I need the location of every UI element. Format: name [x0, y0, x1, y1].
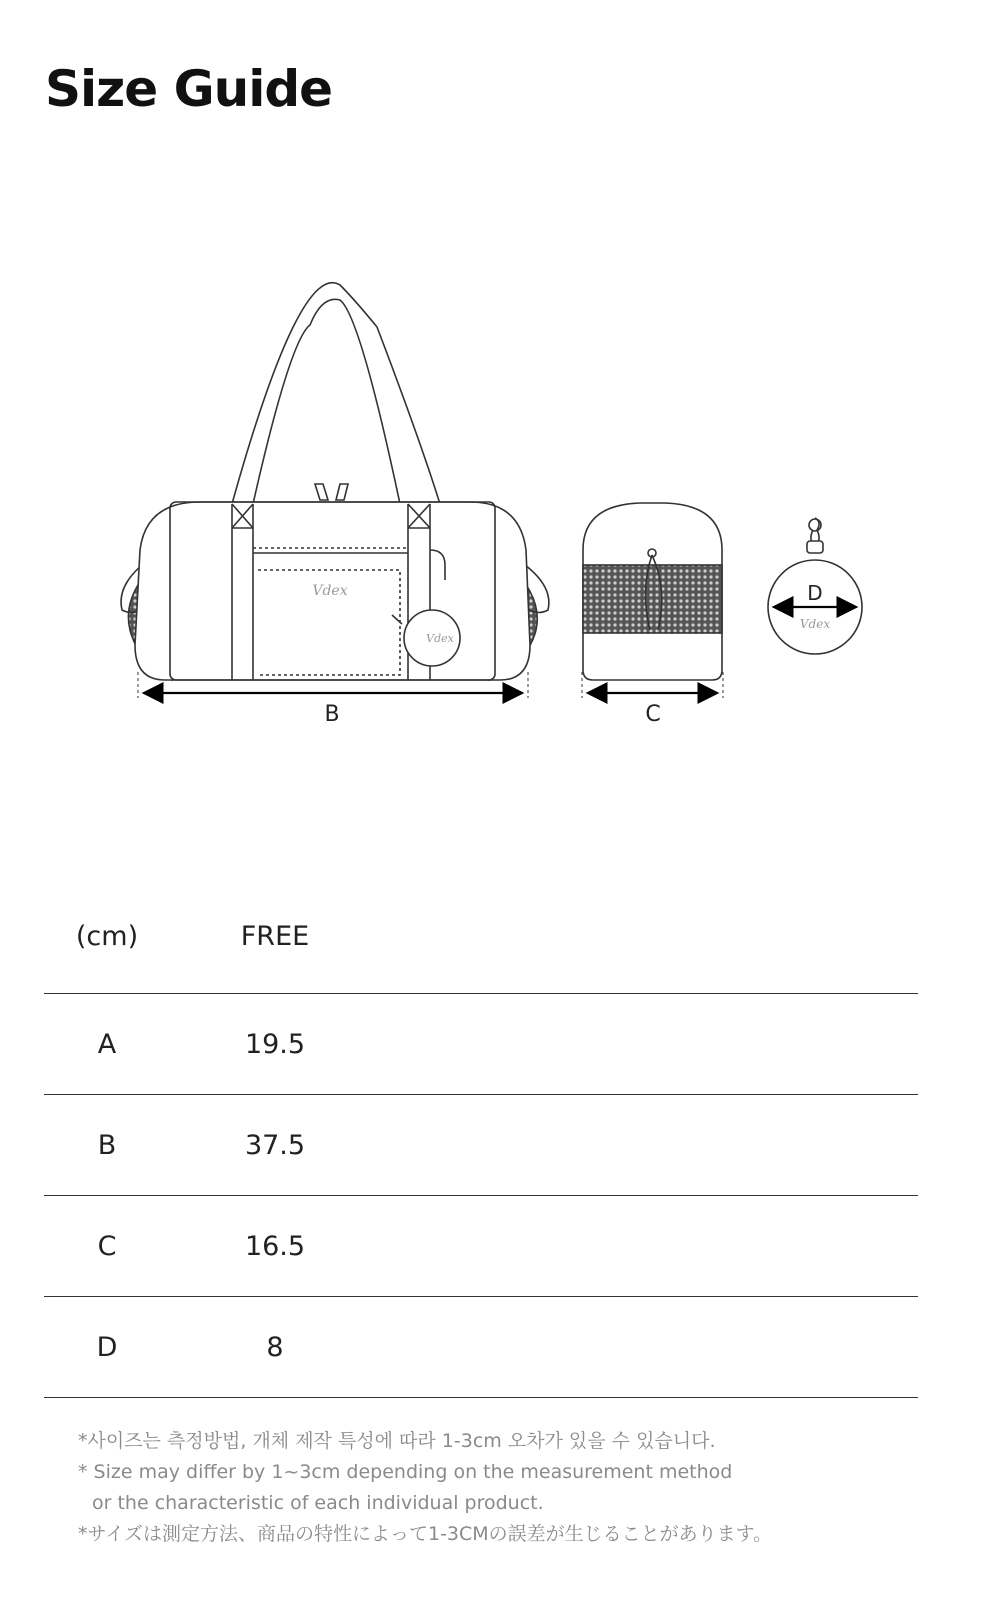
- duffle-bag-front-drawing: [121, 283, 549, 680]
- note-japanese: *サイズは測定方法、商品の特性によって1-3CMの誤差が生じることがあります。: [78, 1523, 773, 1545]
- row-value: 16.5: [170, 1196, 380, 1297]
- table-header-row: [44, 880, 918, 994]
- table-row: [44, 1095, 918, 1196]
- duffle-bag-side-drawing: [583, 503, 722, 680]
- dimension-c-label: C: [645, 702, 661, 727]
- dimension-d-label: D: [807, 581, 823, 605]
- bag-logo: Vdex: [312, 583, 348, 599]
- row-value: 8: [170, 1297, 380, 1398]
- row-label: B: [44, 1095, 170, 1196]
- round-pouch-logo: Vdex: [799, 617, 831, 631]
- table-row: [44, 994, 918, 1095]
- row-value: 19.5: [170, 994, 380, 1095]
- note-english-line2: or the characteristic of each individual product.: [92, 1492, 544, 1514]
- note-english-line1: * Size may differ by 1~3cm depending on the measurement method: [78, 1461, 733, 1483]
- row-label: D: [44, 1297, 170, 1398]
- size-notes: [78, 1426, 958, 1550]
- dimension-b-label: B: [324, 702, 340, 727]
- size-header: FREE: [170, 880, 380, 994]
- page-title: Size Guide: [45, 60, 333, 118]
- pouch-logo: Vdex: [426, 632, 454, 645]
- table-row: [44, 1297, 918, 1398]
- size-diagram: [0, 250, 1000, 770]
- note-korean: *사이즈는 측정방법, 개체 제작 특성에 따라 1-3cm 오차가 있을 수 있습니다.: [78, 1430, 716, 1452]
- row-label: A: [44, 994, 170, 1095]
- unit-header: (cm): [44, 880, 170, 994]
- row-label: C: [44, 1196, 170, 1297]
- table-row: [44, 1196, 918, 1297]
- row-value: 37.5: [170, 1095, 380, 1196]
- size-table: [44, 880, 918, 1398]
